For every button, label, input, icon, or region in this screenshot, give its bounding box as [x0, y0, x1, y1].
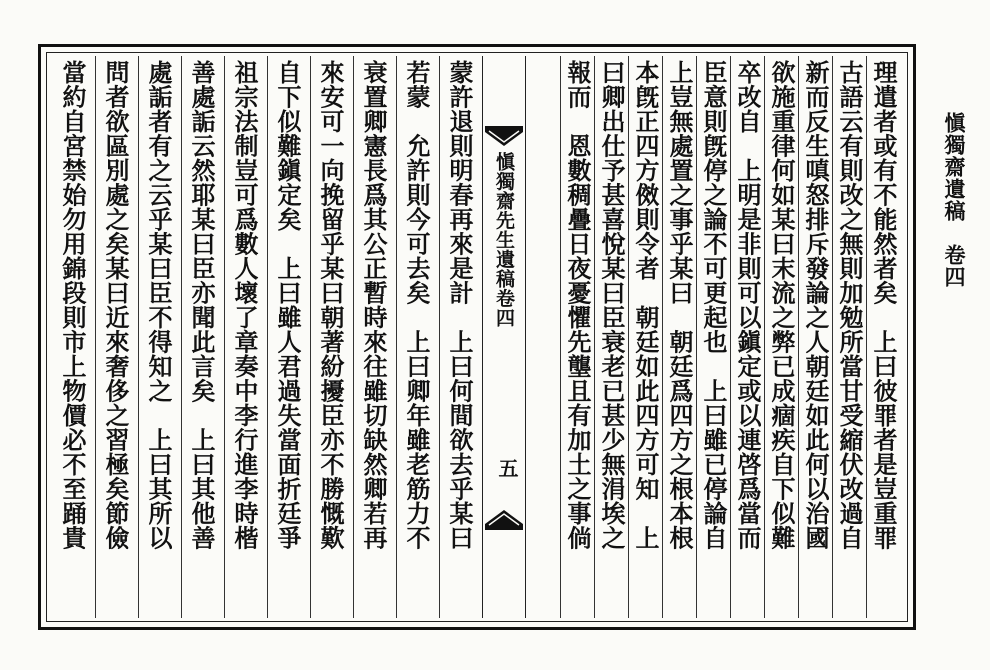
- column-text: 臣意則旣停之論不可更起也 上曰雖已停論自: [699, 60, 728, 550]
- column-rule: [310, 56, 311, 618]
- text-column: [313, 56, 351, 618]
- text-column: [98, 56, 136, 618]
- text-column: [798, 56, 836, 618]
- text-column: [560, 56, 598, 618]
- fold-title: 愼獨齋先生遺稿卷四: [493, 152, 515, 328]
- column-rule: [353, 56, 354, 618]
- text-column: [184, 56, 222, 618]
- column-rule: [798, 56, 799, 618]
- column-text: 曰卿出仕予甚喜悅某曰臣衰老已甚少無涓埃之: [597, 60, 626, 550]
- column-text: 上豈無處置之事乎某曰 朝廷爲四方之根本根: [665, 60, 694, 550]
- page-number: 五: [495, 458, 519, 478]
- column-text: 欲施重律何如某曰末流之弊已成痼疾自下似難: [767, 60, 796, 550]
- column-rule: [439, 56, 440, 618]
- text-column: [730, 56, 768, 618]
- column-text: 本旣正四方傚則令者 朝廷如此四方可知 上: [631, 60, 660, 550]
- text-column: [764, 56, 802, 618]
- column-rule: [730, 56, 731, 618]
- column-rule: [696, 56, 697, 618]
- text-column: [141, 56, 179, 618]
- column-rule: [138, 56, 139, 618]
- lower-fishtail-icon: [485, 508, 523, 530]
- column-rule: [95, 56, 96, 618]
- column-rule: [832, 56, 833, 618]
- column-text: 蒙許退則明春再來是計 上曰何間欲去乎某曰: [445, 60, 474, 550]
- column-text: 善處詬云然耶某曰臣亦聞此言矣 上曰其他善: [187, 60, 216, 550]
- text-column: [55, 56, 93, 618]
- text-column: [662, 56, 700, 618]
- upper-fishtail-icon: [485, 126, 523, 148]
- column-text: 當約自宮禁始勿用錦段則市上物價必不至踊貴: [58, 60, 87, 550]
- column-rule: [224, 56, 225, 618]
- text-column: [832, 56, 870, 618]
- text-column: [594, 56, 632, 618]
- margin-title: 愼獨齋遺稿 卷四: [942, 112, 967, 288]
- text-block: [50, 56, 904, 618]
- center-fold: [482, 56, 526, 618]
- text-column: [399, 56, 437, 618]
- text-column: [866, 56, 904, 618]
- column-text: 衰置卿憲長爲其公正暫時來往雖切缺然卿若再: [359, 60, 388, 550]
- column-rule: [662, 56, 663, 618]
- text-column: [628, 56, 666, 618]
- column-rule: [181, 56, 182, 618]
- column-text: 自下似難鎭定矣 上曰雖人君過失當面折廷爭: [273, 60, 302, 550]
- text-column: [696, 56, 734, 618]
- column-text: 祖宗法制豈可爲數人壞了章奏中李行進李時楷: [230, 60, 259, 550]
- column-rule: [560, 56, 561, 618]
- column-text: 報而 恩數稠疊日夜憂懼先壟且有加土之事倘: [563, 60, 592, 550]
- column-rule: [764, 56, 765, 618]
- text-column: [270, 56, 308, 618]
- column-rule: [866, 56, 867, 618]
- column-text: 處詬者有之云乎某曰臣不得知之 上曰其所以: [144, 60, 173, 550]
- text-column: [442, 56, 480, 618]
- column-text: 若蒙 允許則今可去矣 上曰卿年雖老筋力不: [402, 60, 431, 550]
- column-text: 古語云有則改之無則加勉所當甘受縮伏改過自: [835, 60, 864, 550]
- text-column: [227, 56, 265, 618]
- column-text: 卒改自 上明是非則可以鎭定或以連啓爲當而: [733, 60, 762, 550]
- column-text: 理遣者或有不能然者矣 上曰彼罪者是豈重罪: [869, 60, 898, 550]
- column-text: 來安可一向挽留乎某曰朝著紛擾臣亦不勝慨歎: [316, 60, 345, 550]
- text-column: [356, 56, 394, 618]
- column-text: 問者欲區別處之矣某曰近來奢侈之習極矣節儉: [101, 60, 130, 550]
- column-text: 新而反生嗔怒排斥發論之人朝廷如此何以治國: [801, 60, 830, 550]
- column-rule: [396, 56, 397, 618]
- column-rule: [594, 56, 595, 618]
- column-rule: [267, 56, 268, 618]
- column-rule: [628, 56, 629, 618]
